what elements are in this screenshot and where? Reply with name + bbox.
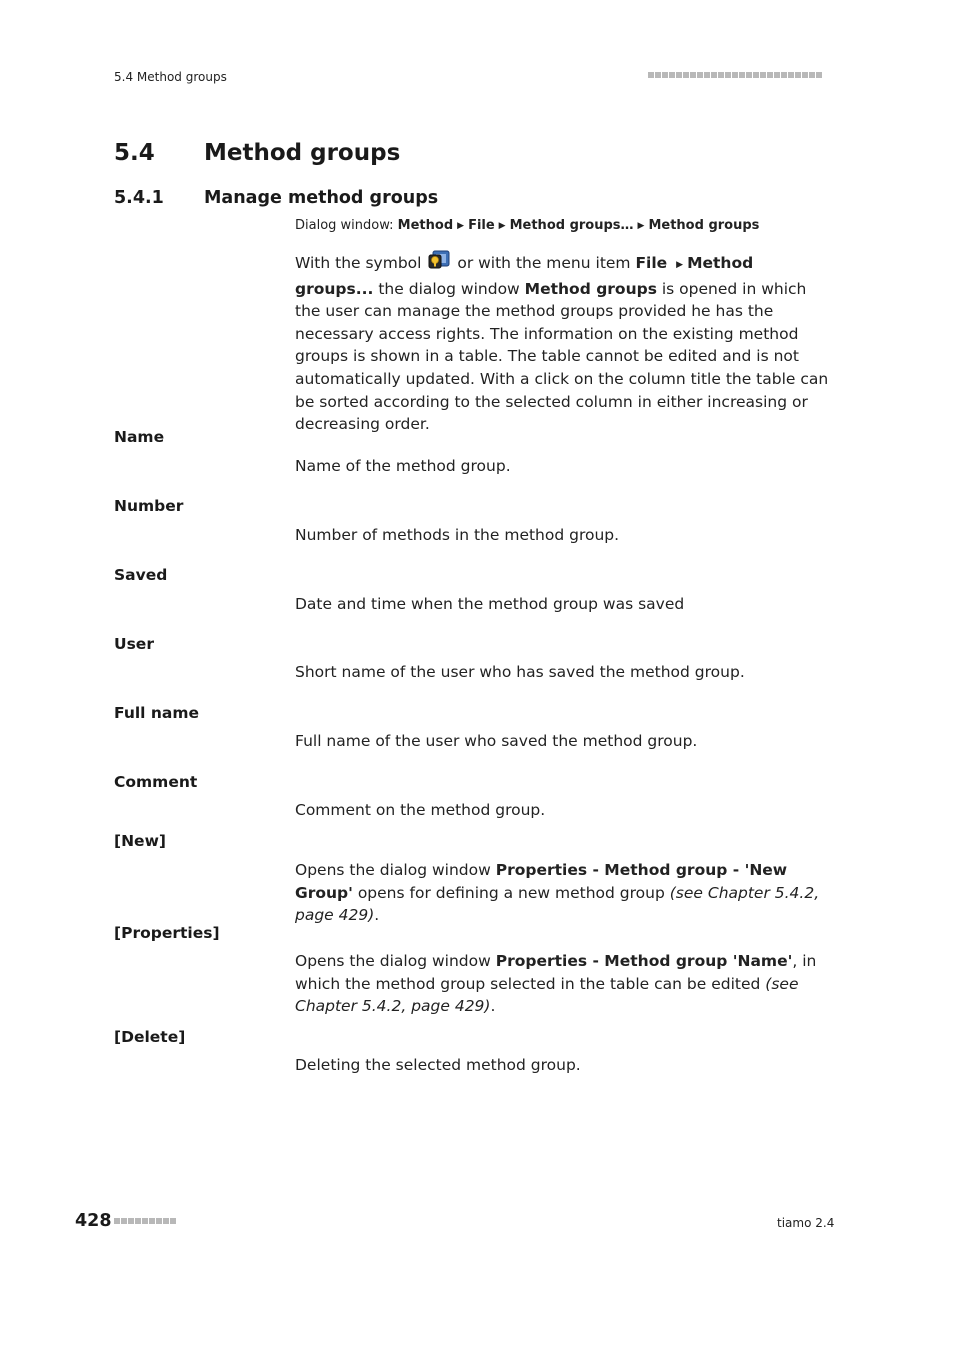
term-full-name: Full name [114,704,200,722]
running-header-title: 5.4 Method groups [114,70,227,84]
footer-decoration [114,1218,177,1237]
chapter-reference: (see Chapter 5.4.2, page 429) [295,974,799,1016]
dialog-title-new-group: Properties - Method group - 'New Group' [295,861,788,902]
subsection-title: Manage method groups [204,188,439,208]
desc-full-name: Full name of the user who saved the method group. [295,732,698,750]
desc-comment: Comment on the method group. [295,801,546,819]
term-properties-button: [Properties] [114,924,220,942]
arrow-right-icon: ▶ [637,221,645,231]
arrow-right-icon: ▶ [457,221,465,231]
term-number: Number [114,497,184,515]
header-decoration [648,72,823,91]
dialog-path-step: Method groups… [509,218,634,233]
term-user: User [114,635,154,653]
desc-text: . [490,997,496,1016]
dialog-path-step: File [468,218,495,233]
method-groups-icon [427,250,451,270]
desc-new-button [295,859,835,927]
intro-text: With the symbol [295,254,422,272]
desc-properties-button [295,950,835,1018]
dialog-path-step: Method [397,218,454,233]
menu-item-file: File [635,254,668,272]
desc-text: opens for defining a new method group [357,883,665,902]
subsection-heading [114,188,438,208]
term-name: Name [114,428,165,446]
arrow-right-icon: ▶ [498,221,506,231]
menu-item-method-groups: Method groups... [295,254,754,298]
desc-text: , in which the method group selected in the table can be edited [295,952,817,993]
desc-name: Name of the method group. [295,457,511,475]
desc-text: Opens the dialog window [295,861,491,879]
dialog-title-properties: Properties - Method group 'Name' [495,952,793,970]
intro-text: the dialog window [378,279,520,298]
desc-number: Number of methods in the method group. [295,526,620,544]
dialog-path-prefix: Dialog window: [295,218,394,233]
intro-paragraph [295,250,835,436]
desc-user: Short name of the user who has saved the method group. [295,663,745,681]
section-number: 5.4 [114,140,155,166]
chapter-reference: (see Chapter 5.4.2, page 429) [295,883,820,925]
intro-text: or with the menu item [457,254,631,272]
page-number: 428 [75,1211,112,1231]
desc-text: . [374,906,380,925]
desc-text: Opens the dialog window [295,952,491,970]
dialog-path [295,218,759,233]
term-comment: Comment [114,773,198,791]
dialog-name: Method groups [524,279,657,298]
intro-text: is opened in which the user can manage the method groups provided he has the necessary access rights. The information on the existing method groups is shown in a table. The table cannot be edited and is not automatically updated. With a click on the column title the table can be sorted according to the selected column in either increasing or decreasing order. [295,279,829,434]
term-saved: Saved [114,566,168,584]
desc-delete-button: Deleting the selected method group. [295,1056,581,1074]
term-delete-button: [Delete] [114,1028,186,1046]
product-name: tiamo 2.4 [777,1216,835,1230]
dialog-path-step: Method groups [648,218,760,233]
desc-saved: Date and time when the method group was saved [295,595,685,613]
term-new-button: [New] [114,832,166,850]
section-heading [114,140,400,166]
arrow-right-icon: ▶ [676,260,684,270]
section-title: Method groups [204,140,401,166]
subsection-number: 5.4.1 [114,188,164,208]
